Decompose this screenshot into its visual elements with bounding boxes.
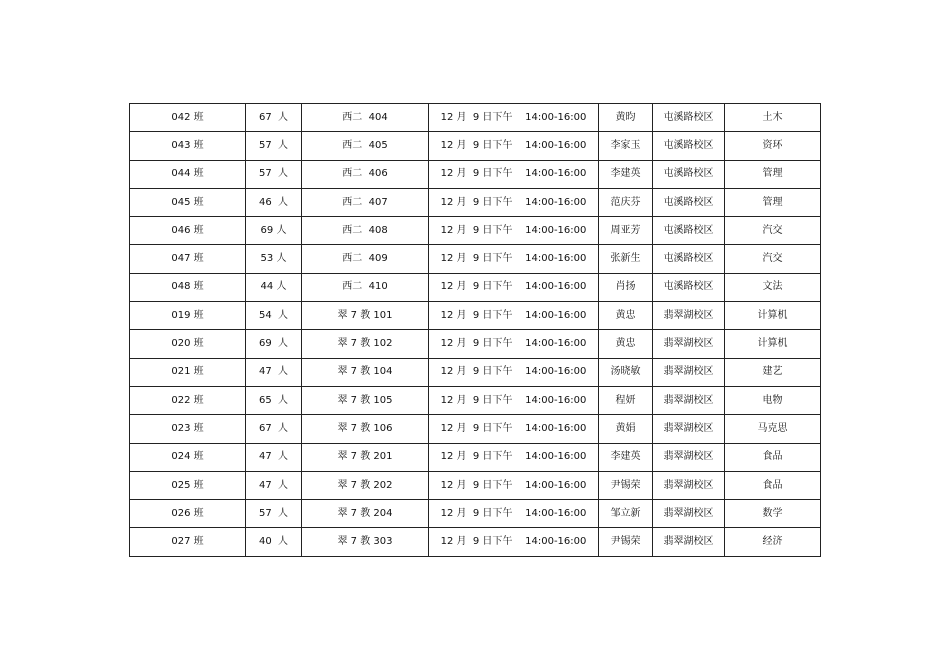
department-cell: 马克思 [725,415,821,443]
exam-time-cell: 12 月 9 日下午 14:00-16:00 [429,104,599,132]
student-count-cell: 65 人 [246,386,302,414]
class-number-cell: 048 班 [130,273,246,301]
campus-cell: 翡翠湖校区 [653,386,725,414]
campus-cell: 翡翠湖校区 [653,302,725,330]
class-number-cell: 022 班 [130,386,246,414]
campus-cell: 屯溪路校区 [653,188,725,216]
department-cell: 食品 [725,471,821,499]
campus-cell: 屯溪路校区 [653,273,725,301]
exam-room-cell: 翠 7 教 106 [302,415,429,443]
class-number-cell: 044 班 [130,160,246,188]
proctor-cell: 尹锡荣 [599,528,653,556]
exam-time-cell: 12 月 9 日下午 14:00-16:00 [429,330,599,358]
student-count-cell: 46 人 [246,188,302,216]
table-row [130,528,821,556]
department-cell: 经济 [725,528,821,556]
class-number-cell: 042 班 [130,104,246,132]
proctor-cell: 程妍 [599,386,653,414]
table-row [130,302,821,330]
student-count-cell: 57 人 [246,160,302,188]
department-cell: 汽交 [725,245,821,273]
exam-time-cell: 12 月 9 日下午 14:00-16:00 [429,217,599,245]
department-cell: 管理 [725,188,821,216]
exam-room-cell: 西二 404 [302,104,429,132]
department-cell: 文法 [725,273,821,301]
proctor-cell: 黄忠 [599,302,653,330]
table-row [130,358,821,386]
class-number-cell: 021 班 [130,358,246,386]
exam-time-cell: 12 月 9 日下午 14:00-16:00 [429,132,599,160]
exam-room-cell: 西二 410 [302,273,429,301]
class-number-cell: 027 班 [130,528,246,556]
department-cell: 建艺 [725,358,821,386]
campus-cell: 翡翠湖校区 [653,330,725,358]
student-count-cell: 47 人 [246,471,302,499]
exam-room-cell: 翠 7 教 303 [302,528,429,556]
student-count-cell: 40 人 [246,528,302,556]
exam-room-cell: 翠 7 教 202 [302,471,429,499]
proctor-cell: 肖扬 [599,273,653,301]
class-number-cell: 043 班 [130,132,246,160]
campus-cell: 翡翠湖校区 [653,443,725,471]
student-count-cell: 53 人 [246,245,302,273]
class-number-cell: 047 班 [130,245,246,273]
proctor-cell: 黄娟 [599,415,653,443]
table-row [130,330,821,358]
proctor-cell: 范庆芬 [599,188,653,216]
proctor-cell: 黄昀 [599,104,653,132]
department-cell: 土木 [725,104,821,132]
student-count-cell: 57 人 [246,500,302,528]
proctor-cell: 黄忠 [599,330,653,358]
campus-cell: 翡翠湖校区 [653,471,725,499]
department-cell: 计算机 [725,330,821,358]
table-row [130,443,821,471]
campus-cell: 翡翠湖校区 [653,528,725,556]
department-cell: 数学 [725,500,821,528]
class-number-cell: 020 班 [130,330,246,358]
proctor-cell: 周亚芳 [599,217,653,245]
student-count-cell: 57 人 [246,132,302,160]
campus-cell: 屯溪路校区 [653,132,725,160]
class-number-cell: 024 班 [130,443,246,471]
exam-time-cell: 12 月 9 日下午 14:00-16:00 [429,415,599,443]
exam-room-cell: 西二 409 [302,245,429,273]
proctor-cell: 张新生 [599,245,653,273]
table-row [130,500,821,528]
campus-cell: 屯溪路校区 [653,217,725,245]
exam-time-cell: 12 月 9 日下午 14:00-16:00 [429,273,599,301]
campus-cell: 屯溪路校区 [653,104,725,132]
exam-room-cell: 翠 7 教 104 [302,358,429,386]
table-row [130,273,821,301]
class-number-cell: 026 班 [130,500,246,528]
exam-time-cell: 12 月 9 日下午 14:00-16:00 [429,188,599,216]
student-count-cell: 47 人 [246,358,302,386]
department-cell: 计算机 [725,302,821,330]
exam-time-cell: 12 月 9 日下午 14:00-16:00 [429,528,599,556]
table-row [130,415,821,443]
exam-time-cell: 12 月 9 日下午 14:00-16:00 [429,245,599,273]
campus-cell: 翡翠湖校区 [653,500,725,528]
proctor-cell: 汤晓敏 [599,358,653,386]
table-row [130,160,821,188]
campus-cell: 翡翠湖校区 [653,415,725,443]
table-row [130,245,821,273]
exam-room-cell: 翠 7 教 101 [302,302,429,330]
class-number-cell: 046 班 [130,217,246,245]
exam-room-cell: 西二 406 [302,160,429,188]
table-row [130,132,821,160]
table-body [130,104,821,557]
exam-time-cell: 12 月 9 日下午 14:00-16:00 [429,386,599,414]
exam-room-cell: 西二 405 [302,132,429,160]
class-number-cell: 045 班 [130,188,246,216]
department-cell: 电物 [725,386,821,414]
exam-time-cell: 12 月 9 日下午 14:00-16:00 [429,302,599,330]
table-row [130,188,821,216]
class-number-cell: 023 班 [130,415,246,443]
student-count-cell: 54 人 [246,302,302,330]
campus-cell: 屯溪路校区 [653,160,725,188]
proctor-cell: 李家玉 [599,132,653,160]
exam-time-cell: 12 月 9 日下午 14:00-16:00 [429,358,599,386]
exam-time-cell: 12 月 9 日下午 14:00-16:00 [429,471,599,499]
exam-room-cell: 翠 7 教 201 [302,443,429,471]
exam-room-cell: 翠 7 教 105 [302,386,429,414]
table-row [130,217,821,245]
exam-time-cell: 12 月 9 日下午 14:00-16:00 [429,443,599,471]
department-cell: 管理 [725,160,821,188]
class-number-cell: 019 班 [130,302,246,330]
campus-cell: 屯溪路校区 [653,245,725,273]
table-row [130,471,821,499]
table-row [130,104,821,132]
table-row [130,386,821,414]
student-count-cell: 67 人 [246,104,302,132]
exam-time-cell: 12 月 9 日下午 14:00-16:00 [429,500,599,528]
campus-cell: 翡翠湖校区 [653,358,725,386]
proctor-cell: 邹立新 [599,500,653,528]
proctor-cell: 李建英 [599,160,653,188]
student-count-cell: 67 人 [246,415,302,443]
student-count-cell: 44 人 [246,273,302,301]
exam-time-cell: 12 月 9 日下午 14:00-16:00 [429,160,599,188]
proctor-cell: 尹锡荣 [599,471,653,499]
exam-room-cell: 西二 408 [302,217,429,245]
exam-room-cell: 西二 407 [302,188,429,216]
department-cell: 食品 [725,443,821,471]
student-count-cell: 47 人 [246,443,302,471]
student-count-cell: 69 人 [246,217,302,245]
department-cell: 资环 [725,132,821,160]
exam-room-cell: 翠 7 教 204 [302,500,429,528]
exam-schedule-table [129,103,821,557]
department-cell: 汽交 [725,217,821,245]
proctor-cell: 李建英 [599,443,653,471]
exam-room-cell: 翠 7 教 102 [302,330,429,358]
class-number-cell: 025 班 [130,471,246,499]
student-count-cell: 69 人 [246,330,302,358]
